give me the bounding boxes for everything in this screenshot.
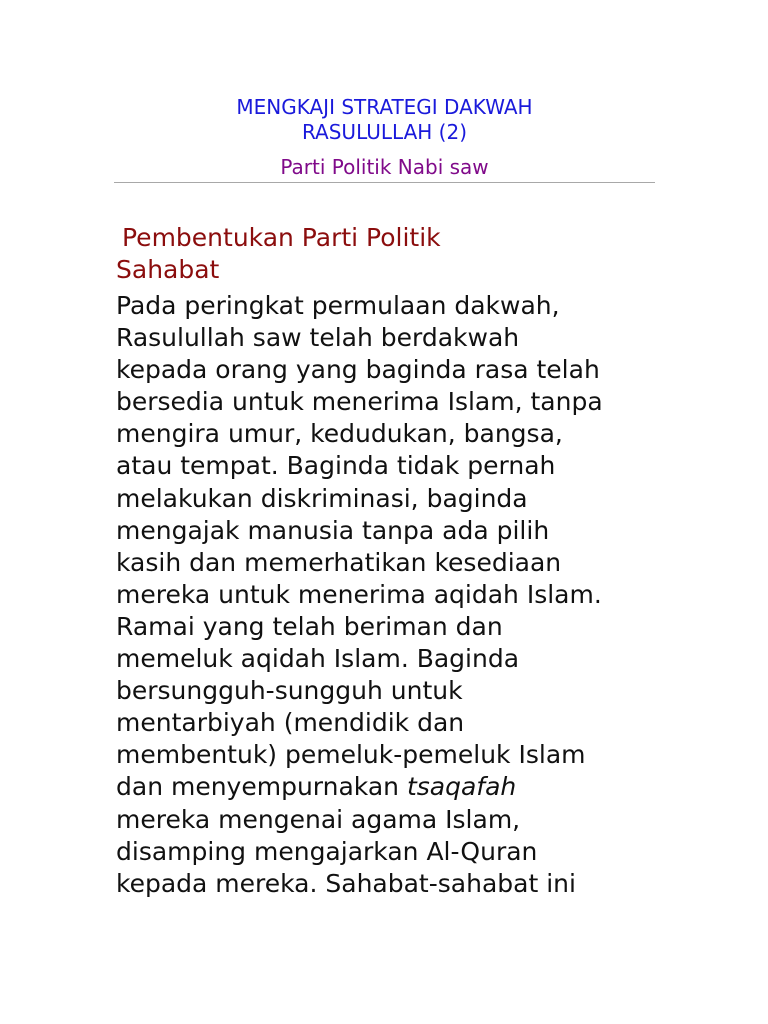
paragraph-line: mengajak manusia tanpa ada pilih: [116, 515, 550, 545]
body-paragraph: [116, 290, 676, 900]
paragraph-line: mengira umur, kedudukan, bangsa,: [116, 419, 563, 449]
italic-term: tsaqafah: [406, 772, 517, 802]
section-heading: [116, 222, 676, 286]
document-subtitle: Parti Politik Nabi saw: [280, 155, 489, 179]
paragraph-line: mentarbiyah (mendidik dan: [116, 708, 465, 738]
paragraph-line-mixed: [116, 771, 676, 803]
paragraph-line: memeluk aqidah Islam. Baginda: [116, 644, 520, 674]
paragraph-line: Ramai yang telah beriman dan: [116, 611, 503, 641]
title-line: MENGKAJI STRATEGI DAKWAH: [236, 95, 533, 119]
title-line: RASULULLAH (2): [301, 120, 468, 144]
document-title: [114, 95, 655, 145]
paragraph-line: bersungguh-sungguh untuk: [116, 676, 463, 706]
horizontal-divider: [114, 182, 655, 183]
paragraph-line: kepada mereka. Sahabat-sahabat ini: [116, 868, 576, 898]
paragraph-line: atau tempat. Baginda tidak pernah: [116, 451, 556, 481]
paragraph-line-text: dan menyempurnakan: [116, 772, 407, 802]
paragraph-line: Rasulullah saw telah berdakwah: [116, 323, 520, 353]
paragraph-line: melakukan diskriminasi, baginda: [116, 483, 528, 513]
paragraph-line: kepada orang yang baginda rasa telah: [116, 355, 600, 385]
heading-line: Pembentukan Parti Politik: [122, 223, 441, 252]
paragraph-line: kasih dan memerhatikan kesediaan: [116, 547, 562, 577]
heading-line: Sahabat: [116, 255, 220, 284]
paragraph-line: disamping mengajarkan Al-Quran: [116, 836, 538, 866]
paragraph-line: bersedia untuk menerima Islam, tanpa: [116, 387, 603, 417]
paragraph-line: mereka mengenai agama Islam,: [116, 804, 521, 834]
paragraph-line: Pada peringkat permulaan dakwah,: [116, 291, 560, 320]
paragraph-line: mereka untuk menerima aqidah Islam.: [116, 579, 602, 609]
paragraph-line: membentuk) pemeluk-pemeluk Islam: [116, 740, 586, 770]
